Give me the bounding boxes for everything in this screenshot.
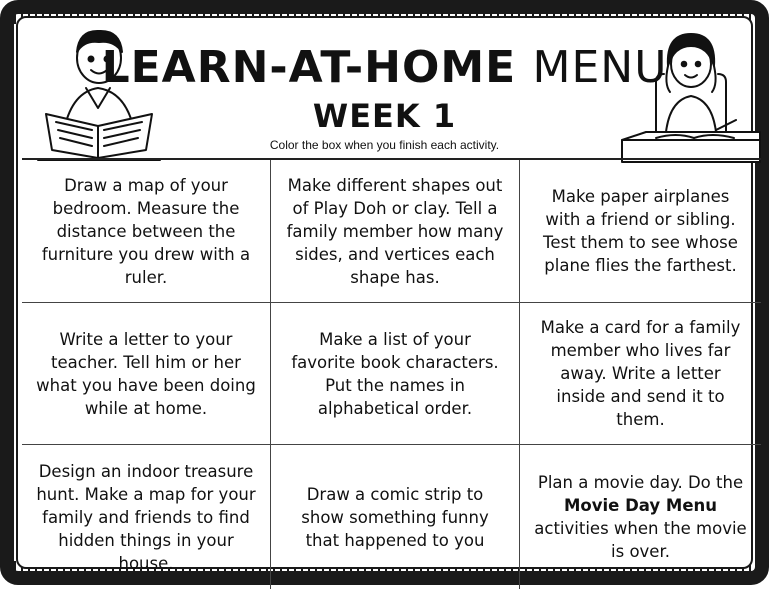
activity-grid: [22, 158, 761, 587]
activity-box-7[interactable]: [22, 445, 271, 589]
activity-text: Draw a comic strip to show something funny that happened to you: [301, 484, 489, 550]
title-menu-text: MENU: [532, 42, 668, 93]
activity-text: Make paper airplanes with a friend or sibling. Test them to see whose plane flies the farthest.: [543, 187, 738, 275]
activity-text: Write a letter to your teacher. Tell him or her what you have been doing while at home.: [36, 329, 256, 418]
activity-box-5[interactable]: [271, 303, 520, 445]
activity-text: [534, 471, 747, 563]
activity-box-8[interactable]: [271, 445, 520, 589]
activity-box-6[interactable]: [520, 303, 761, 445]
activity-text: Design an indoor treasure hunt. Make a map for your family and friends to find hidden things in your house.: [36, 461, 256, 573]
movie-day-menu-link: Movie Day Menu: [563, 496, 718, 515]
activity-box-9[interactable]: [520, 445, 761, 589]
activity-text-pre: Plan a movie day. Do the: [537, 473, 744, 492]
activity-text: Make a card for a family member who lives far away. Write a letter inside and send it to them.: [540, 318, 741, 429]
activity-box-1[interactable]: [22, 160, 271, 303]
activity-box-3[interactable]: [520, 160, 761, 303]
title-main-text: LEARN-AT-HOME: [101, 42, 517, 93]
instruction-text: Color the box when you finish each activity.: [269, 138, 500, 152]
activity-text-post: activities when the movie is over.: [534, 519, 747, 561]
girl-writing-at-desk-icon: [616, 22, 766, 164]
activity-text: Make different shapes out of Play Doh or clay. Tell a family member how many sides, and vertices each shape has.: [286, 175, 504, 287]
activity-text: Make a list of your favorite book characters. Put the names in alphabetical order.: [291, 329, 499, 418]
activity-box-4[interactable]: [22, 303, 271, 445]
activity-text: Draw a map of your bedroom. Measure the distance between the furniture you drew with a ruler.: [41, 175, 251, 287]
week-label: WEEK 1: [312, 97, 457, 135]
activity-box-2[interactable]: [271, 160, 520, 303]
page-frame: [16, 16, 753, 573]
